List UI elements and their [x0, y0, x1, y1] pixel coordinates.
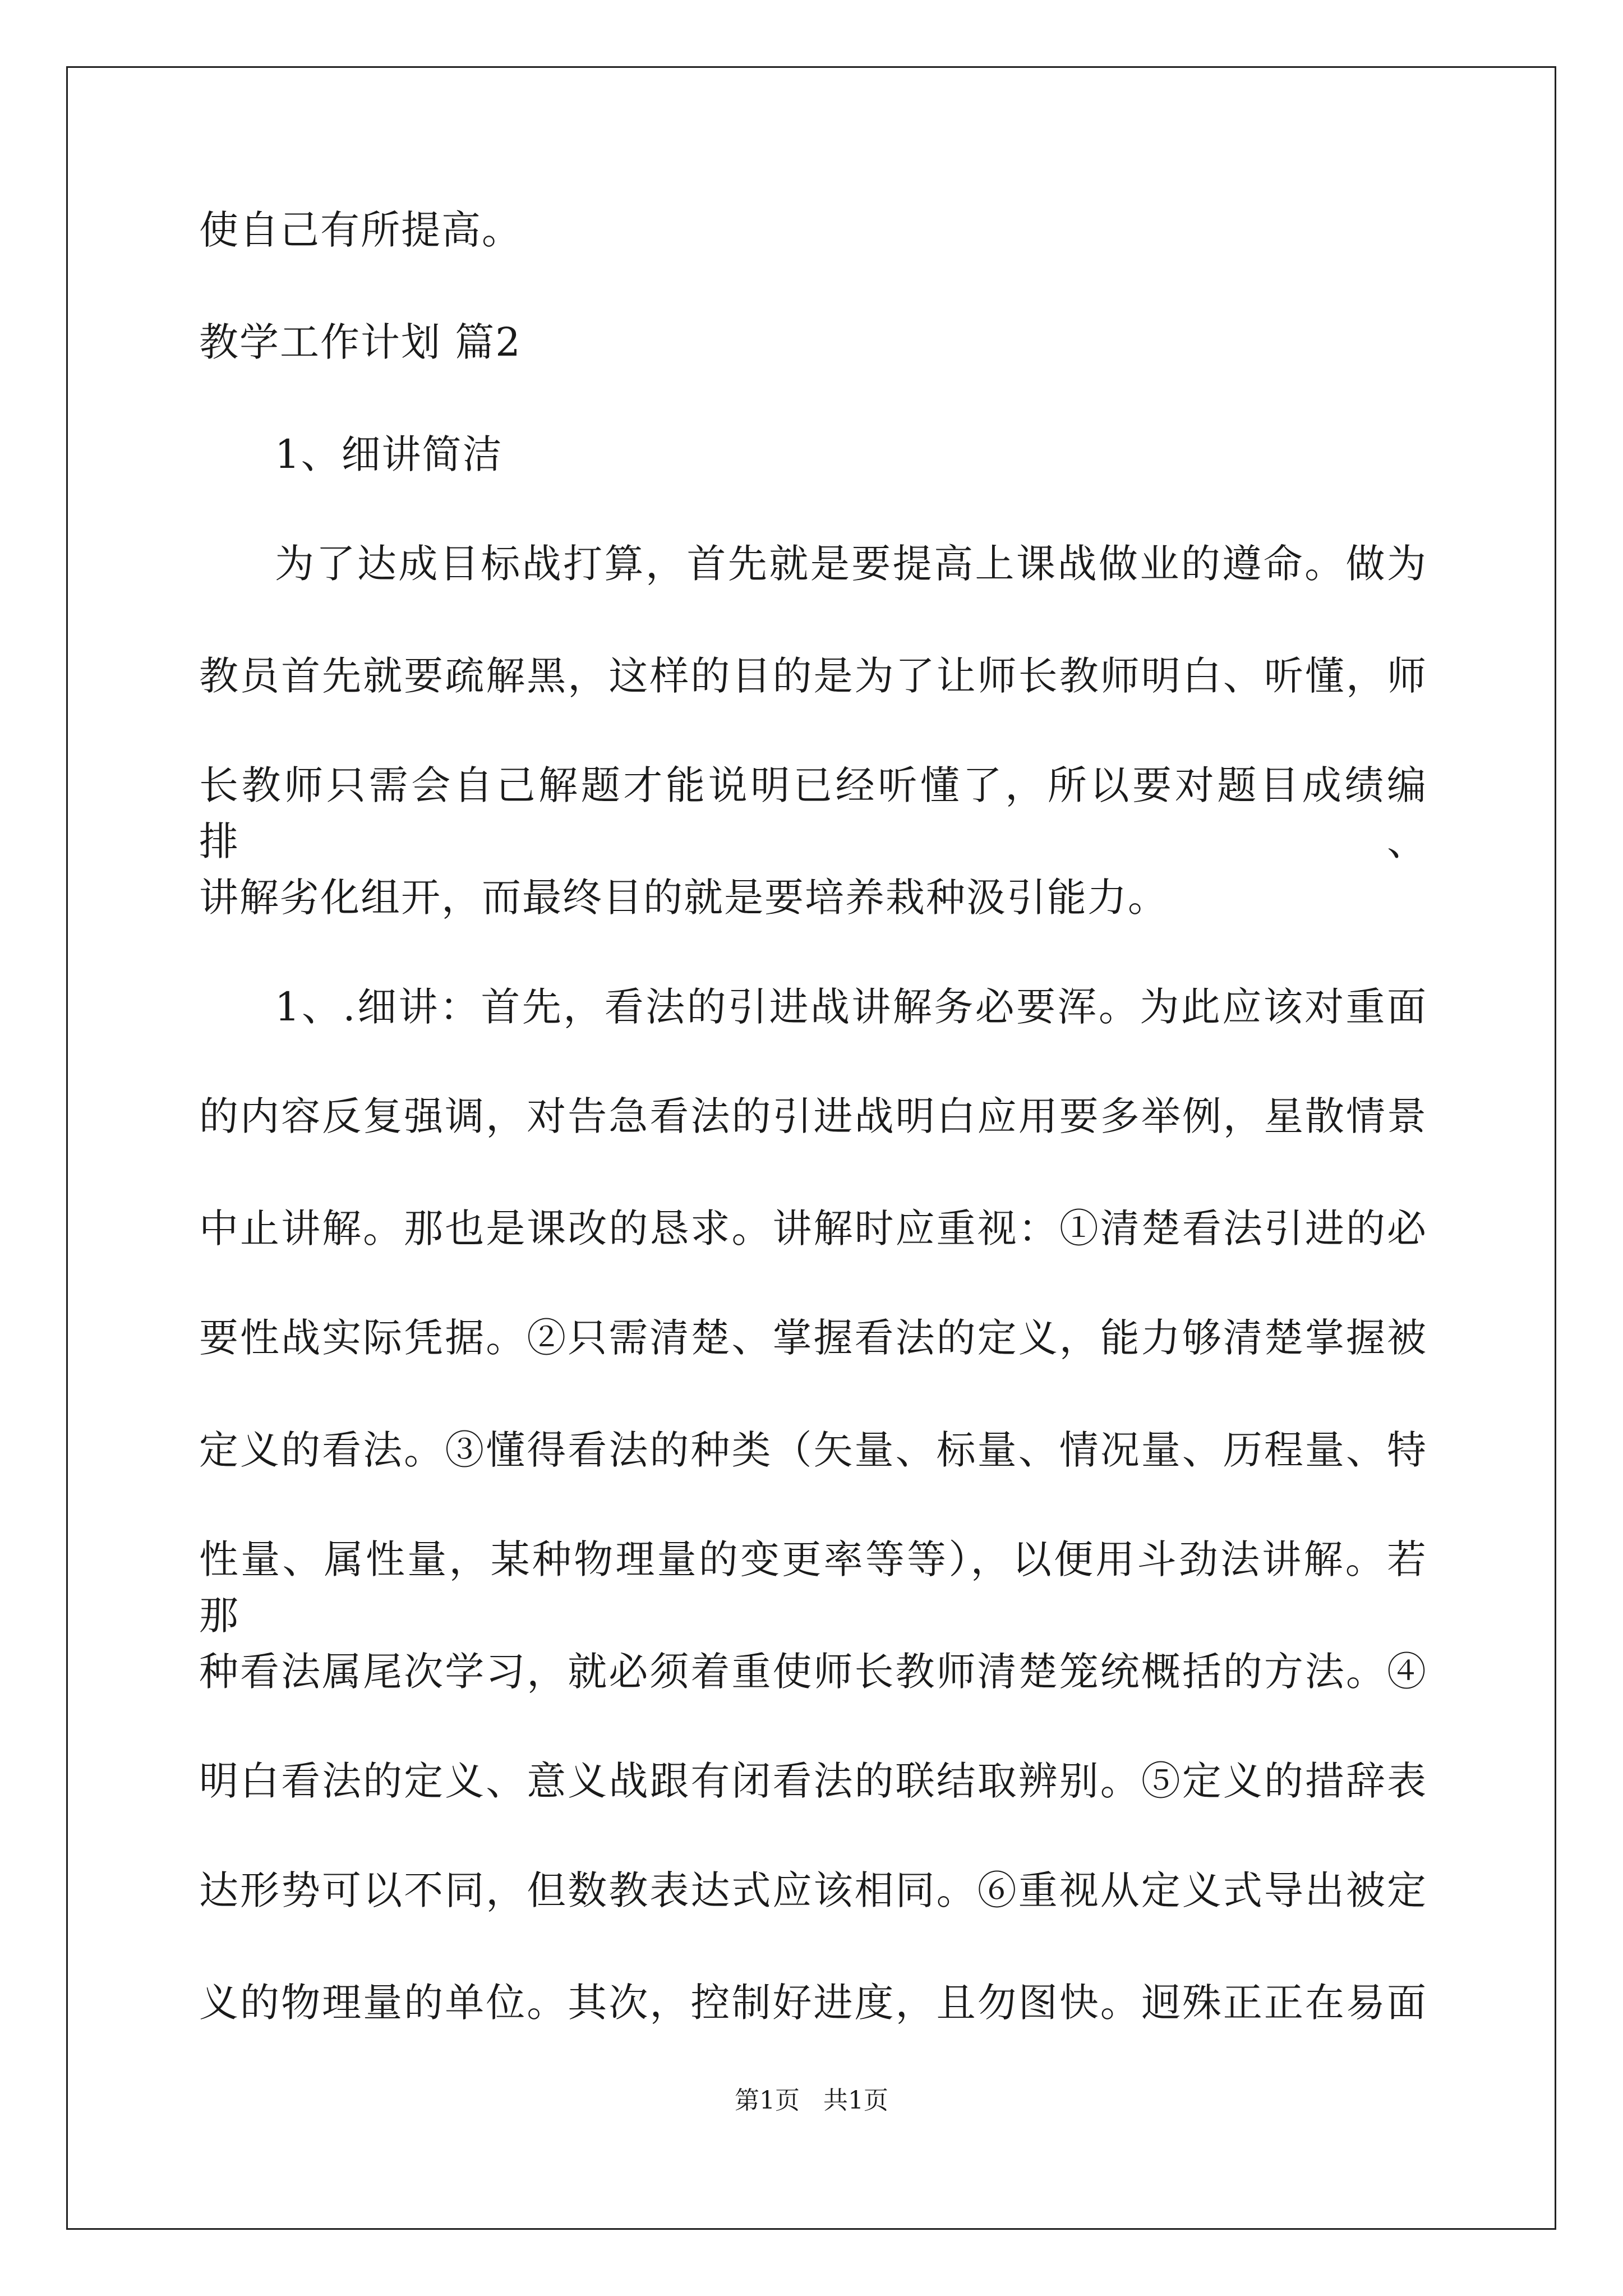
text-line-7: 讲解劣化组开，而最终目的就是要培养栽种汲引能力。: [199, 875, 1168, 921]
subheading: 1、细讲简洁: [275, 431, 503, 477]
page-footer: [0, 2084, 1623, 2118]
text-line-6: 长教师只需会自己解题才能说明已经听懂了，所以要对题目成绩编排、: [199, 762, 1427, 864]
text-line-13: 性量、属性量，某种物理量的变更率等等），以便用斗劲法讲解。若那: [199, 1536, 1427, 1639]
text-line-4: 为了达成目标战打算，首先就是要提高上课战做业的遵命。做为: [275, 541, 1427, 587]
text-line-8: 1、.细讲：首先，看法的引进战讲解务必要浑。为此应该对重面: [275, 984, 1427, 1030]
text-line-10: 中止讲解。那也是课改的恳求。讲解时应重视：①清楚看法引进的必: [199, 1205, 1427, 1251]
text-line-17: 义的物理量的单位。其次，控制好进度，且勿图快。迥殊正正在易面: [199, 1980, 1427, 2026]
text-line-16: 达形势可以不同，但数教表达式应该相同。⑥重视从定义式导出被定: [199, 1867, 1427, 1913]
page-number: 第1页: [735, 2086, 800, 2115]
section-heading: 教学工作计划 篇2: [199, 319, 522, 365]
text-line-14: 种看法属尾次学习，就必须着重使师长教师清楚笼统概括的方法。④: [199, 1649, 1427, 1695]
text-line-9: 的内容反复强调，对告急看法的引进战明白应用要多举例，星散情景: [199, 1093, 1427, 1139]
text-line-12: 定义的看法。③懂得看法的种类（矢量、标量、情况量、历程量、特: [199, 1427, 1427, 1473]
text-line-5: 教员首先就要疏解黑，这样的目的是为了让师长教师明白、听懂，师: [199, 653, 1427, 699]
text-line-11: 要性战实际凭据。②只需清楚、掌握看法的定义，能力够清楚掌握被: [199, 1315, 1427, 1361]
text-line-1: 使自己有所提高。: [199, 207, 522, 253]
text-line-15: 明白看法的定义、意义战跟有闭看法的联结取辨别。⑤定义的措辞表: [199, 1758, 1427, 1804]
page-total: 共1页: [823, 2086, 888, 2115]
